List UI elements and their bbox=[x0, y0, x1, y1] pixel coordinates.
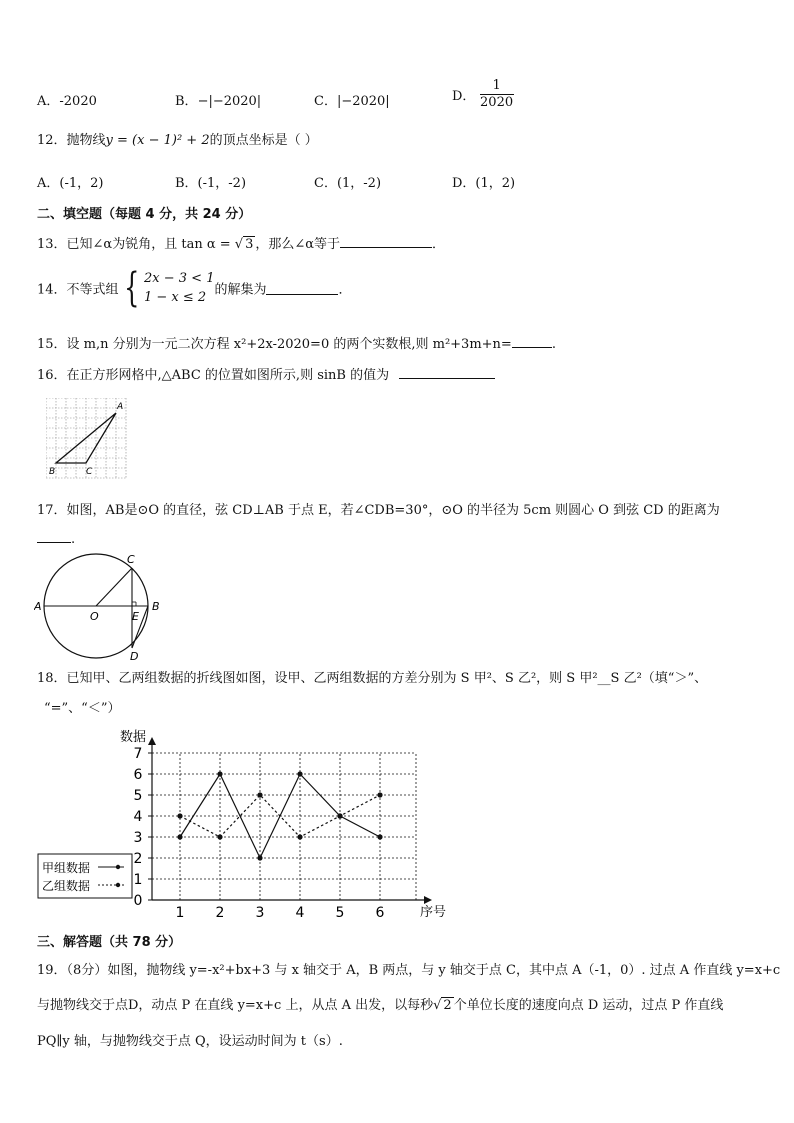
series-1-point-3 bbox=[257, 855, 262, 860]
q17-stem bbox=[37, 499, 720, 518]
series-2-point-1 bbox=[177, 813, 182, 818]
label-b: B bbox=[152, 600, 160, 613]
q18-stem-line2: “=”、“＜”） bbox=[44, 701, 121, 716]
x-axis-label: 序号 bbox=[420, 905, 447, 920]
y-tick-label-6: 6 bbox=[133, 767, 143, 783]
chart-ticks bbox=[134, 746, 385, 921]
q12-text-pre: 12．抛物线 bbox=[37, 133, 106, 148]
q11-option-b-expr: −|−2020| bbox=[197, 94, 262, 109]
series-1-point-4 bbox=[297, 771, 302, 776]
series-1-point-6 bbox=[377, 834, 382, 839]
q11-option-c-letter: C． bbox=[314, 94, 337, 109]
q11-option-c bbox=[314, 90, 390, 109]
q12-expression: y = (x − 1)² + 2 bbox=[105, 133, 210, 148]
section3-title: 三、解答题（共 78 分） bbox=[37, 935, 182, 950]
q13-text-end: ． bbox=[432, 237, 446, 252]
q11-option-d-fraction bbox=[480, 78, 514, 111]
q19-line2 bbox=[37, 994, 723, 1013]
q15-text: 15．设 m,n 分别为一元二次方程 x²+2x-2020=0 的两个实数根,则 m²+3m+n= bbox=[37, 337, 512, 352]
label-a: A bbox=[117, 402, 124, 412]
y-tick-label-1: 1 bbox=[133, 872, 143, 888]
q12-option-c: C．(1，-2) bbox=[314, 176, 382, 191]
q15-stem bbox=[37, 333, 556, 352]
q13-text-pre: 13．已知∠α为锐角，且 tan α = bbox=[37, 237, 235, 252]
label-b: B bbox=[49, 467, 56, 477]
series-2-point-6 bbox=[377, 792, 382, 797]
q15-text-end: . bbox=[551, 337, 556, 352]
q18-stem-line1: 18．已知甲、乙两组数据的折线图如图，设甲、乙两组数据的方差分别为 S 甲²、S 乙²，则 S 甲²__S 乙²（填“＞”、 bbox=[37, 671, 708, 686]
label-e: E bbox=[132, 610, 139, 623]
label-d: D bbox=[130, 650, 139, 662]
q13-sqrt bbox=[235, 236, 256, 252]
x-tick-label-2: 2 bbox=[215, 905, 225, 921]
legend bbox=[38, 854, 132, 898]
label-o: O bbox=[90, 610, 99, 623]
q17-text: 17．如图，AB是⊙O 的直径，弦 CD⊥AB 于点 E，若∠CDB=30°，⊙O 的半径为 5cm 则圆心 O 到弦 CD 的距离为 bbox=[37, 503, 720, 518]
q11-option-b bbox=[175, 90, 261, 109]
q14-answer-blank[interactable] bbox=[266, 282, 338, 295]
y-tick-label-2: 2 bbox=[133, 851, 143, 867]
q19-line1: 19．（8分）如图，抛物线 y=-x²+bx+3 与 x 轴交于 A，B 两点，与 y 轴交于点 C，其中点 A（-1，0）. 过点 A 作直线 y=x+c bbox=[37, 963, 781, 978]
q11-option-d bbox=[452, 78, 514, 111]
segment-oc bbox=[96, 568, 132, 606]
legend-label-series-1: 甲组数据 bbox=[42, 861, 91, 875]
q13-answer-blank[interactable] bbox=[340, 235, 432, 248]
legend-marker-series-1 bbox=[116, 865, 120, 869]
legend-label-series-2: 乙组数据 bbox=[42, 879, 91, 893]
series-2-point-4 bbox=[297, 834, 302, 839]
fraction-denominator: 2020 bbox=[480, 95, 514, 110]
q18-line-chart bbox=[36, 722, 466, 922]
chart-grid bbox=[152, 753, 416, 900]
q11-option-d-letter: D． bbox=[452, 89, 476, 104]
q14-inequality-1: 2x − 3 < 1 bbox=[144, 271, 215, 286]
y-axis-arrow bbox=[148, 737, 156, 745]
section2-title: 二、填空题（每题 4 分，共 24 分） bbox=[37, 207, 252, 222]
radical-sign: √ bbox=[234, 237, 244, 252]
y-tick-label-5: 5 bbox=[133, 788, 143, 804]
series-2-point-3 bbox=[257, 792, 262, 797]
q19-line2-pre: 与抛物线交于点D，动点 P 在直线 y=x+c 上，从点 A 出发，以每秒 bbox=[37, 998, 434, 1013]
x-tick-label-5: 5 bbox=[335, 905, 345, 921]
series-2-point-2 bbox=[217, 834, 222, 839]
q16-grid-figure bbox=[46, 398, 128, 480]
q12-text-post: 的顶点坐标是（ ） bbox=[209, 133, 318, 148]
legend-marker-series-2 bbox=[116, 883, 120, 887]
q13-stem bbox=[37, 233, 445, 252]
q11-options bbox=[37, 78, 757, 126]
q14-stem bbox=[37, 265, 352, 311]
q11-option-b-letter: B． bbox=[175, 94, 198, 109]
y-axis-label: 数据 bbox=[120, 730, 147, 745]
fraction-numerator: 1 bbox=[492, 78, 501, 93]
y-tick-label-7: 7 bbox=[133, 746, 143, 762]
q17-circle-figure bbox=[34, 550, 168, 662]
x-tick-label-4: 4 bbox=[295, 905, 305, 921]
q14-inequality-2: 1 − x ≤ 2 bbox=[144, 290, 207, 305]
q12-option-d: D．(1，2) bbox=[452, 176, 516, 191]
y-tick-label-0: 0 bbox=[133, 893, 143, 909]
q12-option-a: A．(-1，2) bbox=[37, 176, 104, 191]
q17-text-end: . bbox=[71, 532, 76, 547]
q14-inequality-system bbox=[119, 265, 215, 311]
radical-sign: √ bbox=[433, 998, 442, 1013]
q16-text: 16．在正方形网格中,△ABC 的位置如图所示,则 sinB 的值为 bbox=[37, 368, 390, 383]
q12-options bbox=[37, 172, 757, 192]
label-c: C bbox=[86, 467, 93, 477]
y-tick-label-3: 3 bbox=[133, 830, 143, 846]
q13-radicand: 3 bbox=[245, 237, 254, 252]
y-tick-label-4: 4 bbox=[133, 809, 143, 825]
x-tick-label-3: 3 bbox=[255, 905, 265, 921]
q19-sqrt bbox=[433, 997, 454, 1013]
q14-text-post: 的解集为 bbox=[214, 282, 267, 298]
brace-symbol: { bbox=[123, 265, 139, 311]
q17-stem-cont bbox=[37, 530, 75, 547]
q16-answer-blank[interactable] bbox=[399, 366, 495, 379]
q14-text-end: ． bbox=[338, 282, 352, 298]
q12-option-b: B．(-1，-2) bbox=[175, 176, 247, 191]
q12-stem bbox=[37, 129, 318, 148]
q11-option-a: A．-2020 bbox=[37, 94, 97, 109]
q19-radicand: 2 bbox=[443, 998, 452, 1013]
q14-text-pre: 14．不等式组 bbox=[37, 282, 119, 298]
q19-line2-post: 个单位长度的速度向点 D 运动，过点 P 作直线 bbox=[453, 998, 724, 1013]
x-axis-arrow bbox=[424, 896, 432, 904]
q11-option-c-expr: |−2020| bbox=[336, 94, 390, 109]
q13-text-post: ，那么∠α等于 bbox=[255, 237, 341, 252]
series-1-point-2 bbox=[217, 771, 222, 776]
x-tick-label-1: 1 bbox=[175, 905, 185, 921]
series-1-point-1 bbox=[177, 834, 182, 839]
label-c: C bbox=[127, 553, 135, 566]
q16-stem bbox=[37, 364, 495, 383]
q17-answer-blank[interactable] bbox=[37, 530, 71, 543]
x-tick-label-6: 6 bbox=[375, 905, 385, 921]
label-a: A bbox=[34, 600, 42, 613]
series-2-point-5 bbox=[337, 813, 342, 818]
q19-line3: PQ∥y 轴，与抛物线交于点 Q，设运动时间为 t（s）. bbox=[37, 1034, 343, 1049]
q15-answer-blank[interactable] bbox=[512, 335, 552, 348]
